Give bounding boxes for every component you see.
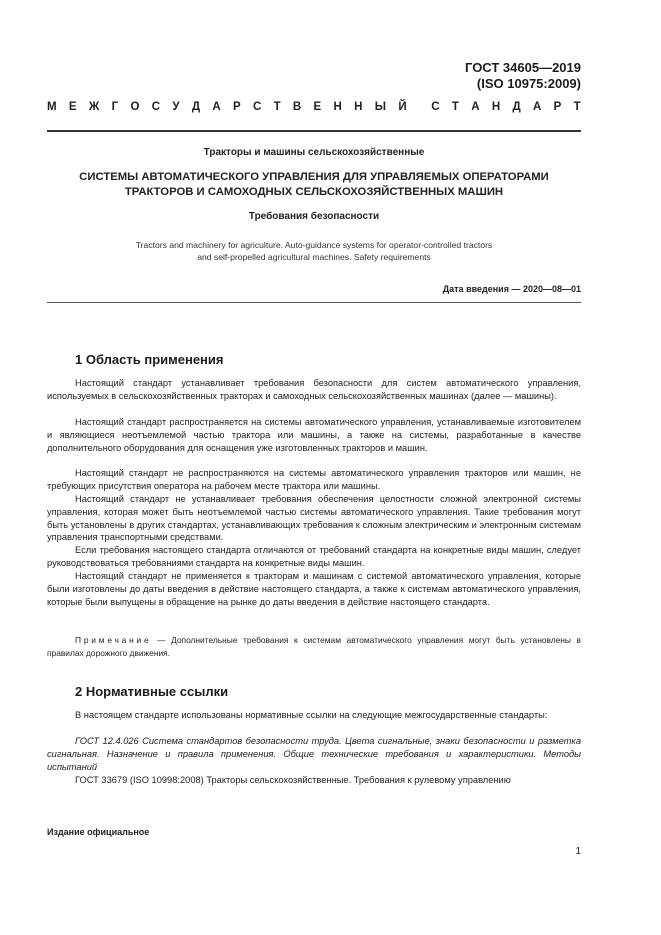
reference-gost-12-4-026: ГОСТ 12.4.026 Система стандартов безопасности труда. Цвета сигнальные, знаки безопасности и разметка сигнальная. Назначение и правила применения. Общие технические требования и характеристики. Методы испытаний bbox=[47, 736, 581, 772]
banner-letter: В bbox=[292, 101, 302, 113]
iso-number: (ISO 10975:2009) bbox=[476, 76, 581, 91]
banner-letter: Н bbox=[354, 101, 363, 113]
banner-letter: Е bbox=[313, 101, 322, 113]
banner-letter: Ы bbox=[374, 101, 387, 113]
reference-gost-33679: ГОСТ 33679 (ISO 10998:2008) Тракторы сельскохозяйственные. Требования к рулевому управлению bbox=[75, 775, 511, 785]
title-line-1: СИСТЕМЫ АВТОМАТИЧЕСКОГО УПРАВЛЕНИЯ ДЛЯ УПРАВЛЯЕМЫХ ОПЕРАТОРАМИ bbox=[79, 171, 549, 183]
banner-letter: С bbox=[431, 101, 440, 113]
header-divider bbox=[47, 130, 581, 132]
paragraph: Настоящий стандарт не распространяются на системы автоматического управления тракторов или машин, не требующих присутствия оператора на рабочем месте трактора или машины. bbox=[47, 468, 581, 491]
banner-letter: М bbox=[47, 101, 57, 113]
banner-letter: А bbox=[471, 101, 480, 113]
document-code-block bbox=[465, 60, 581, 92]
banner-letter: Д bbox=[512, 101, 521, 113]
banner-letter: Е bbox=[68, 101, 77, 113]
note-text: — Дополнительные требования к системам автоматического управления могут быть установлены в правилах дорожного движения. bbox=[47, 635, 581, 658]
section-1-heading: 1 Область применения bbox=[75, 352, 224, 367]
paragraph: Настоящий стандарт не устанавливает требования обеспечения целостности сложной электронной системы управления, которая может быть неотъемлемой частью системы автоматического управления. Такие требования могут быть установлены в других стандартах, устанавливающих требования к сложным электрическим и электронным системам управления транспортными средствами. bbox=[47, 494, 581, 543]
paragraph: Если требования настоящего стандарта отличаются от требований стандарта на конкретные виды машин, следует руководствоваться требованиями стандарта на конкретные виды машин. bbox=[47, 545, 581, 568]
page-number: 1 bbox=[575, 846, 581, 857]
official-edition-label: Издание официальное bbox=[47, 827, 150, 837]
banner-letter: Т bbox=[573, 101, 581, 113]
note-label: Примечание bbox=[75, 635, 152, 645]
english-title-line-2: and self-propelled agricultural machines. Safety requirements bbox=[197, 252, 431, 262]
banner-letter: Й bbox=[398, 101, 407, 113]
interstate-standard-banner bbox=[47, 101, 581, 113]
banner-letter: О bbox=[130, 101, 140, 113]
banner-letter: А bbox=[212, 101, 221, 113]
note bbox=[47, 634, 581, 660]
standard-title bbox=[47, 170, 581, 199]
section-2-heading: 2 Нормативные ссылки bbox=[75, 684, 229, 699]
banner-letter: С bbox=[252, 101, 262, 113]
banner-letter: Т bbox=[451, 101, 459, 113]
banner-letter: Р bbox=[553, 101, 562, 113]
banner-letter: Р bbox=[232, 101, 241, 113]
banner-letter: А bbox=[532, 101, 542, 113]
introduction-date: Дата введения — 2020—08—01 bbox=[442, 284, 581, 294]
banner-letter: У bbox=[172, 101, 180, 113]
paragraph: Настоящий стандарт не применяется к тракторам и машинам с системой автоматического управления, которые были изготовлены до даты введения в действие настоящего стандарта, а также к системам автоматического управления, которые были выпущены в обращение на рынке до даты введения в действие настоящего стандарта. bbox=[47, 571, 581, 607]
english-title-line-1: Tractors and machinery for agriculture. Auto-guidance systems for operator-controlled tractors bbox=[135, 240, 493, 250]
banner-letter: Ж bbox=[88, 101, 100, 113]
banner-letter: Н bbox=[333, 101, 342, 113]
banner-letter: Г bbox=[111, 101, 119, 113]
standard-subtitle: Тракторы и машины сельскохозяйственные bbox=[203, 147, 425, 158]
english-title bbox=[47, 239, 581, 263]
gost-number: ГОСТ 34605—2019 bbox=[465, 60, 581, 75]
requirements-heading: Требования безопасности bbox=[248, 211, 380, 222]
paragraph: Настоящий стандарт распространяется на системы автоматического управления, устанавливаемые изготовителем и являющиеся неотъемлемой частью трактора или машины, а также на системы, разработанные в качестве дополнительного оборудования для оснащения уже изготовленных тракторов и машин. bbox=[47, 417, 581, 453]
date-divider bbox=[47, 302, 581, 303]
banner-letter: С bbox=[151, 101, 161, 113]
paragraph: В настоящем стандарте использованы нормативные ссылки на следующие межгосударственные стандарты: bbox=[75, 710, 548, 720]
paragraph: Настоящий стандарт устанавливает требования безопасности для систем автоматического управления, используемых в сельскохозяйственных тракторах и самоходных сельскохозяйственных машинах (далее — машины). bbox=[47, 378, 581, 401]
title-line-2: ТРАКТОРОВ И САМОХОДНЫХ СЕЛЬСКОХОЗЯЙСТВЕННЫХ МАШИН bbox=[124, 185, 504, 198]
banner-letter: Н bbox=[491, 101, 501, 113]
banner-letter: Т bbox=[273, 101, 281, 113]
banner-letter: Д bbox=[191, 101, 201, 113]
